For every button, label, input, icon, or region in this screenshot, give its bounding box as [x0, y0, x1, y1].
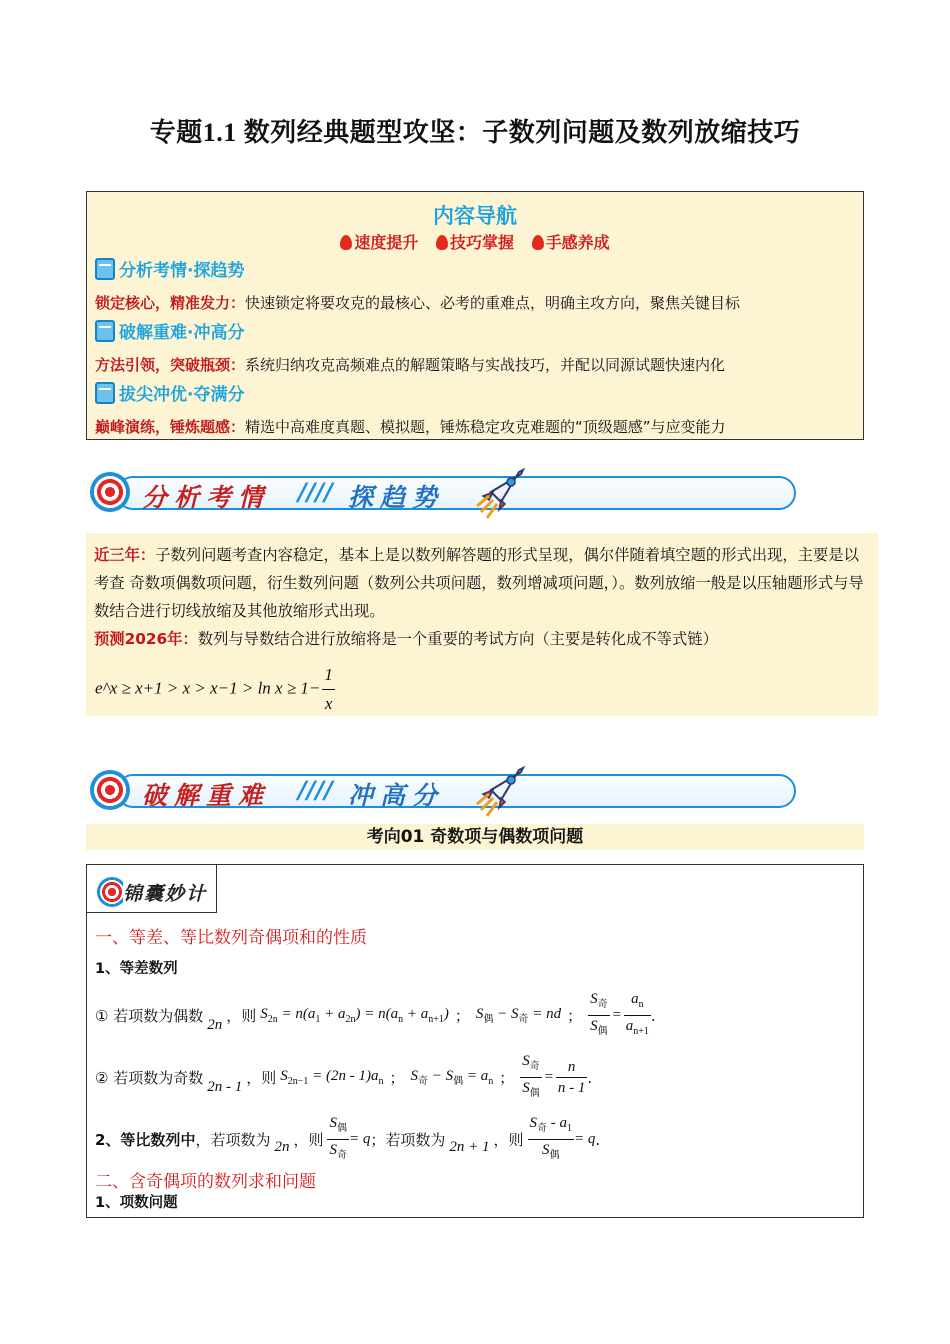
analysis-prediction: 预测2026年：数列与导数结合进行放缩将是一个重要的考试方向（主要是转化成不等式链）	[94, 630, 718, 648]
section-banner-breakthrough: 破解重难 //// 冲高分	[86, 760, 801, 820]
geometric-case: 2、等比数列中 ，若项数为 2n ，则 $S_偶$ $S_奇$ = q ；若项数为 2n + 1 ，则 $S_奇 - a_1$ $S_偶$ = q .	[95, 1113, 600, 1166]
nav-section-line-top: 巅峰演练，锤炼题感：精选中高难度真题、模拟题，锤炼稳定攻克难题的“顶级题感”与应变能力	[95, 418, 726, 436]
book-icon	[95, 382, 115, 404]
analysis-box	[86, 533, 878, 716]
direction-heading: 考向01 奇数项与偶数项问题	[86, 824, 864, 850]
nav-tag-feel: 手感养成	[532, 230, 610, 253]
section-banner-analysis: 分析考情 //// 探趋势	[86, 462, 801, 522]
nav-section-head-top: 拔尖冲优·夺满分	[95, 380, 244, 405]
arithmetic-odd-case: ② 若项数为奇数 2n - 1 ，则 $S_{2n-1} = (2n - 1)a_n$ ； $S_奇 - S_偶 = a_n$ ； $S_奇$ $S_偶$ = $\frac{n}{n - 1}$ .	[95, 1051, 592, 1104]
section-heading-2: 二、含奇偶项的数列求和问题	[95, 1172, 316, 1192]
target-icon	[90, 472, 130, 512]
rocket-icon	[471, 760, 531, 820]
nav-tag-skill: 技巧掌握	[436, 230, 514, 253]
nav-tag-speed: 速度提升	[340, 230, 418, 253]
arithmetic-even-case: ① 若项数为偶数 2n ，则 $S_{2n} = n(a_1 + a_{2n}) = n(a_n + a_{n+1})$ ； $S_偶 - S_奇$ = nd ； $S_奇$ $S_偶$ = $\frac{a_n}{a_{n+1}}$ .	[95, 989, 656, 1042]
nav-section-line-breakthrough: 方法引领，突破瓶颈：系统归纳攻克高频难点的解题策略与实战技巧，并配以同源试题快速内化	[95, 356, 726, 374]
inequality-chain: e^x ≥ x+1 > x > x−1 > ln x ≥ 1− $\frac{1}{x}$	[95, 661, 337, 718]
nav-section-head-analysis: 分析考情·探趋势	[95, 256, 244, 281]
book-icon	[95, 258, 115, 280]
nav-heading: 内容导航	[433, 204, 517, 228]
rocket-icon	[471, 462, 531, 522]
content-navigation-box	[86, 191, 864, 440]
nav-tags	[87, 230, 863, 253]
subheading-term-count: 1、项数问题	[95, 1195, 178, 1211]
analysis-recent: 近三年：子数列问题考查内容稳定，基本上是以数列解答题的形式呈现，偶尔伴随着填空题的形式出现，主要是以考查 奇数项偶数项问题，衍生数列问题（数列公共项问题，数列增减项问题，）。数列放缩一般是以压轴题形式与导数结合进行切线放缩及其他放缩形式出现。	[94, 546, 864, 620]
flame-icon	[532, 235, 544, 250]
book-icon	[95, 320, 115, 342]
flame-icon	[436, 235, 448, 250]
tips-box	[86, 864, 864, 1218]
section-heading-1: 一、等差、等比数列奇偶项和的性质	[95, 928, 367, 948]
tips-tab: 锦囊妙计	[87, 865, 217, 913]
nav-section-head-breakthrough: 破解重难·冲高分	[95, 318, 244, 343]
subheading-arithmetic: 1、等差数列	[95, 961, 178, 977]
nav-section-line-analysis: 锁定核心，精准发力：快速锁定将要攻克的最核心、必考的重难点，明确主攻方向，聚焦关键目标	[95, 294, 741, 312]
target-icon	[90, 770, 130, 810]
page-title: 专题1.1 数列经典题型攻坚：子数列问题及数列放缩技巧	[149, 118, 801, 147]
flame-icon	[340, 235, 352, 250]
